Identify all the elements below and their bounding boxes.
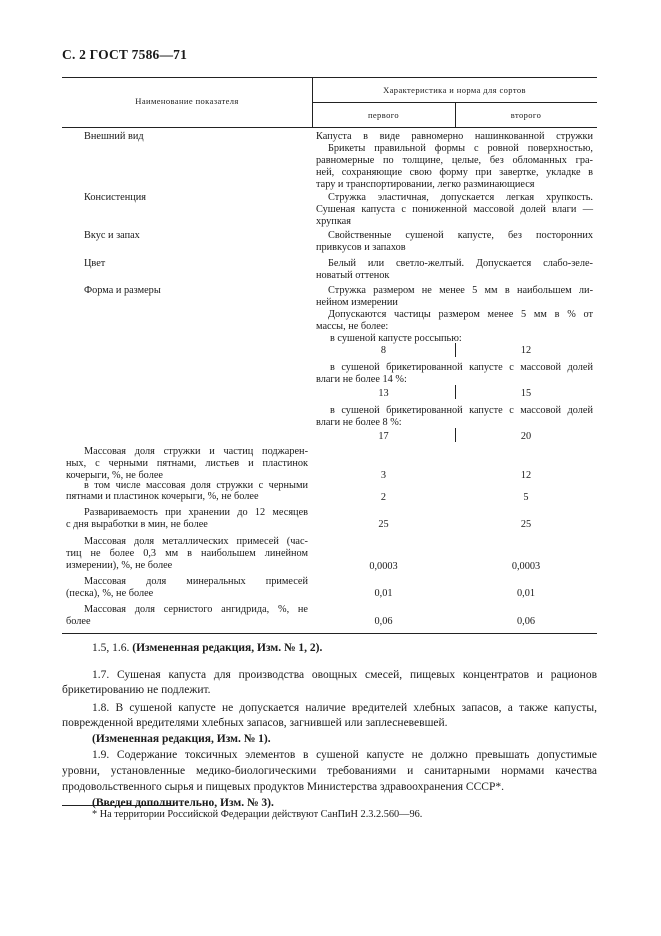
row-shape-l9: влаги не более 8 %: [316, 417, 402, 428]
shape-value-2-second: 15 [520, 388, 532, 399]
row-fried-value-second: 12 [520, 470, 532, 481]
row-swelling-value-first: 25 [378, 519, 389, 530]
row-fried-sub-l1: в том числе массовая доля стружки с черными [84, 480, 308, 491]
footnote: * На территории Российской Федерации действуют СанПиН 2.3.2.560—96. [92, 809, 423, 820]
header-characteristic: Характеристика и норма для сортов [383, 85, 526, 95]
paragraph-1-5-number: 1.5, 1.6. [92, 642, 130, 654]
row-metal-l2: тиц не более 0,3 мм в наибольшем линейном [66, 548, 308, 559]
paragraph-1-9-l1: 1.9. Содержание токсичных элементов в сушеной капусте не должно превышать допустимые [92, 749, 597, 761]
row-fried-l3: кочерыги, %, не более [66, 470, 163, 481]
row-metal-value-first: 0,0003 [369, 561, 398, 572]
row-consistency-l3: хрупкая [316, 216, 351, 227]
row-fried-sub-l2: пятнами и пластинок кочерыги, %, не более [66, 491, 259, 502]
row-appearance-l4: ней, сохраняющие свою форму при завертке, укладке в [316, 167, 593, 178]
row-metal-l1: Массовая доля металлических примесей (час- [84, 536, 308, 547]
paragraph-1-8-l2: поврежденной вредителями хлебных запасов, загнившей или заплесневевшей. [62, 717, 448, 729]
row-shape-l2: нейном измерении [316, 297, 398, 308]
row-appearance-l2: Брикеты правильной формы с ровной поверхностью, [328, 143, 593, 154]
table-top-rule [62, 77, 597, 78]
row-consistency-name: Консистенция [84, 192, 147, 203]
header-second-grade: второго [510, 110, 542, 120]
row-taste-name: Вкус и запах [84, 230, 140, 241]
row-swelling-l2: с дня выработки в мин, не более [66, 519, 208, 530]
row-appearance-l3: равномерные по толщине, целые, без обломанных гра- [316, 155, 593, 166]
row-swelling-l1: Развариваемость при хранении до 12 месяцев [84, 507, 308, 518]
header-indicator: Наименование показателя [135, 96, 239, 106]
row-mineral-l2: (песка), %, не более [66, 588, 154, 599]
row-mineral-value-second: 0,01 [516, 588, 536, 599]
row-fried-sub-value-first: 2 [380, 492, 387, 503]
header-first-grade: первого [367, 110, 400, 120]
row-shape-l8: в сушеной брикетированной капусте с массовой долей [330, 405, 593, 416]
row-appearance-l1: Капуста в виде равномерно нашинкованной стружки [316, 131, 593, 142]
paragraph-1-5 [92, 641, 322, 656]
paragraph-1-8-note: (Измененная редакция, Изм. № 1). [92, 733, 271, 745]
row-shape-l7: влаги не более 14 %: [316, 374, 407, 385]
row-fried-l1: Массовая доля стружки и частиц поджарен- [84, 446, 308, 457]
row-shape-l1: Стружка размером не менее 5 мм в наибольшем ли- [328, 285, 593, 296]
paragraph-1-7-l1: 1.7. Сушеная капуста для производства овощных смесей, пищевых концентратов и рационов [92, 669, 597, 681]
row-shape-l5: в сушеной капусте россыпью: [330, 333, 462, 344]
paragraph-1-9-l3: продовольственного сырья и пищевых продуктов Министерства здравоохранения СССР*. [62, 781, 504, 793]
paragraph-1-9-l2: уровни, установленные медико-биологическими требованиями и санитарными нормами качества [62, 765, 597, 777]
paragraph-1-9-note: (Введен дополнительно, Изм. № 3). [92, 797, 274, 809]
row-consistency-l2: Сушеная капуста с пониженной массовой долей влаги — [316, 204, 593, 215]
row-shape-name: Форма и размеры [84, 285, 161, 296]
row-mineral-value-first: 0,01 [374, 588, 393, 599]
paragraph-1-5-note: (Измененная редакция, Изм. № 1, 2). [132, 642, 323, 654]
row-sulfur-value-first: 0,06 [374, 616, 393, 627]
row-metal-value-second: 0,0003 [511, 561, 541, 572]
footnote-rule [62, 805, 174, 806]
row-fried-l2: ных, с черными пятнами, листьев и пластинок [66, 458, 308, 469]
row-color-name: Цвет [84, 258, 106, 269]
row-sulfur-l1: Массовая доля сернистого ангидрида, %, не [84, 604, 308, 615]
row-fried-value-first: 3 [380, 470, 387, 481]
table-header-bottom-rule [62, 127, 597, 128]
paragraph-1-7-l2: брикетированию не подлежит. [62, 684, 211, 696]
page-header: С. 2 ГОСТ 7586—71 [62, 47, 188, 62]
shape-value-3-second: 20 [520, 431, 532, 442]
row-appearance-name: Внешний вид [84, 131, 144, 142]
row-appearance-l5: тару и транспортировании, легко разминающиеся [316, 179, 535, 190]
row-color-l2: новатый оттенок [316, 270, 390, 281]
row-fried-sub-value-second: 5 [523, 492, 529, 503]
row-color-l1: Белый или светло-желтый. Допускается слабо-зеле- [328, 258, 593, 269]
row-consistency-l1: Стружка эластичная, допускается легкая хрупкость. [328, 192, 593, 203]
row-shape-l4: массы, не более: [316, 321, 389, 332]
row-sulfur-value-second: 0,06 [516, 616, 536, 627]
shape-value-3-first: 17 [378, 431, 389, 442]
row-taste-l2: привкусов и запахов [316, 242, 406, 253]
row-sulfur-l2: более [66, 616, 91, 627]
shape-value-2-first: 13 [378, 388, 389, 399]
paragraph-1-8-l1: 1.8. В сушеной капусте не допускается наличие вредителей хлебных запасов, а также капусты, [92, 702, 597, 714]
row-taste-l1: Свойственные сушеной капусте, без посторонних [328, 230, 593, 241]
shape-value-1-second: 12 [520, 345, 532, 356]
row-swelling-value-second: 25 [520, 519, 532, 530]
row-metal-l3: измерении), %, не более [66, 560, 173, 571]
row-mineral-l1: Массовая доля минеральных примесей [84, 576, 308, 587]
shape-value-1-first: 8 [380, 345, 387, 356]
table-bottom-rule [62, 633, 597, 634]
row-shape-l3: Допускаются частицы размером менее 5 мм в % от [328, 309, 593, 320]
row-shape-l6: в сушеной брикетированной капусте с массовой долей [330, 362, 593, 373]
